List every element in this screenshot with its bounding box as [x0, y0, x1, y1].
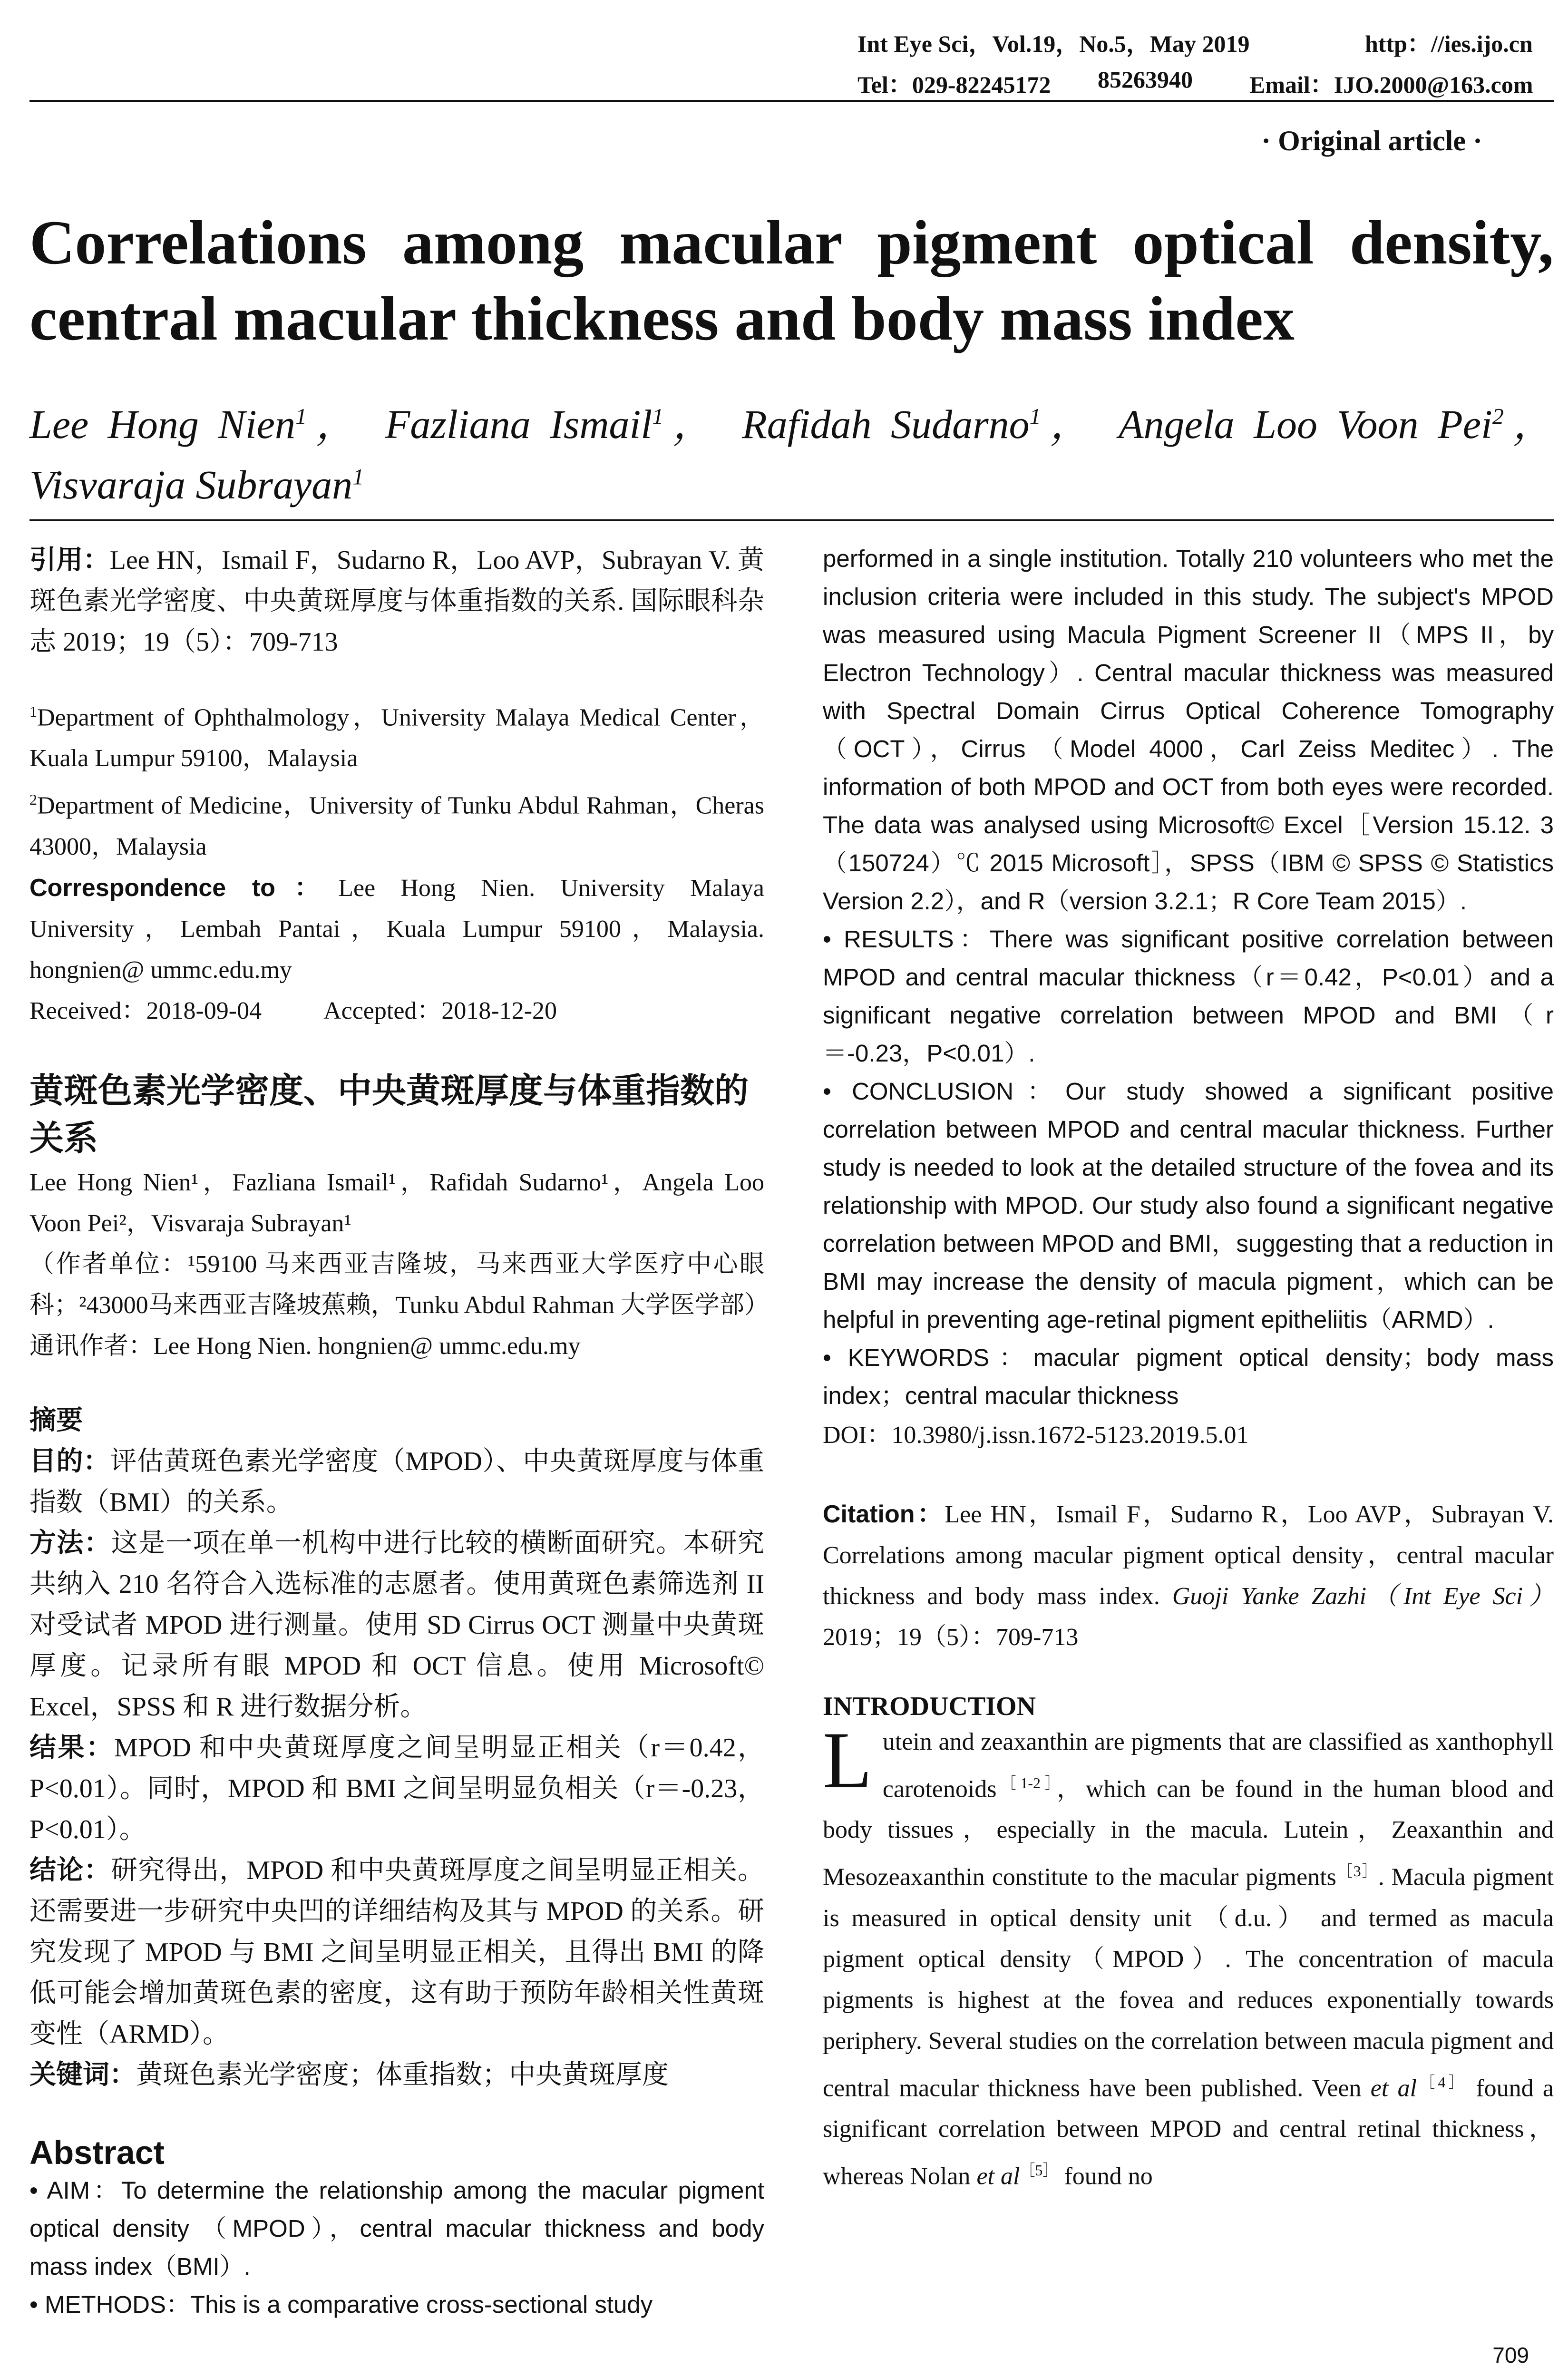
journal-info: Int Eye Sci，Vol.19，No.5，May 2019	[857, 30, 1250, 57]
abstract-heading: Abstract	[29, 2133, 165, 2171]
journal-tel2: 85263940	[1098, 66, 1193, 93]
abstract-results: • RESULTS：There was significant positive correlation between MPOD and central macular thickness（r＝0.42，P<0.01）and a significant negative correlation between MPOD and BMI（r＝-0.23，P<0.01）.	[823, 925, 1554, 1067]
reference[interactable]: ［5］	[1020, 2161, 1058, 2179]
abstract-aim: • AIM：To determine the relationship among the macular pigment optical density （MPOD），central macular thickness and body mass index（BMI）.	[29, 2176, 764, 2280]
drop-cap: L	[823, 1715, 872, 1805]
cn-correspondence: 通讯作者：Lee Hong Nien. hongnien@ ummc.edu.my	[29, 1332, 581, 1360]
author: Angela Loo Voon Pei$^2$，	[1118, 401, 1554, 447]
correspondence: Correspondence to：Lee Hong Nien. University Malaya University，Lembah Pantai，Kuala Lumpur 59100，Malaysia. hongnien@ ummc.edu.my	[29, 874, 764, 984]
cn-aim: 目的：评估黄斑色素光学密度（MPOD）、中央黄斑厚度与体重指数（BMI）的关系。	[29, 1446, 764, 1517]
article-type: · Original article ·	[1261, 125, 1482, 156]
author: Lee Hong Nien$^1$，	[29, 401, 366, 447]
abstract-keywords: • KEYWORDS：macular pigment optical density；body mass index；central macular thickness	[823, 1344, 1554, 1409]
header-rule	[29, 100, 1554, 102]
page-number: 709	[1492, 2343, 1529, 2367]
reference[interactable]: ［3］	[1336, 1862, 1378, 1880]
reference[interactable]: ［1-2］	[996, 1774, 1057, 1792]
cn-methods: 方法：这是一项在单一机构中进行比较的横断面研究。本研究共纳入 210 名符合入选标准的志愿者。使用黄斑色素筛选剂 II 对受试者 MPOD 进行测量。使用 SD Cirrus OCT 测量中央黄斑厚度。记录所有眼 MPOD 和 OCT 信息。使用 Microsoft© Excel，SPSS 和 R 进行数据分析。	[29, 1528, 765, 1722]
journal-tel: Tel：029-82245172	[857, 71, 1051, 98]
dates: Received：2018-09-04 Accepted：2018-12-20	[29, 997, 557, 1024]
cn-conclusion: 结论：研究得出，MPOD 和中央黄斑厚度之间呈明显正相关。还需要进一步研究中央凹的详细结构及其与 MPOD 的关系。研究发现了 MPOD 与 BMI 之间呈明显正相关，且得出 BMI 的降低可能会增加黄斑色素的密度，这有助于预防年龄相关性黄斑变性（ARMD）。	[29, 1855, 765, 2049]
affiliation-2: $^2$Department of Medicine，University of Tunku Abdul Rahman，Cheras 43000，Malaysia	[29, 791, 764, 860]
reference[interactable]: ［4］	[1417, 2073, 1467, 2091]
abstract-conclusion: • CONCLUSION：Our study showed a significant positive correlation between MPOD and central macular thickness. Further study is needed to look at the detailed structure of the fovea and its relationship with MPOD. Our study also found a significant negative correlation between MPOD and BMI，suggesting that a reduction in BMI may increase the density of macula pigment，which can be helpful in preventing age-retinal pigment epitheliitis（ARMD）.	[823, 1078, 1554, 1333]
authors-rule	[29, 519, 1554, 521]
author: Fazliana Ismail$^1$，	[385, 401, 723, 447]
doi[interactable]: DOI：10.3980/j.issn.1672-5123.2019.5.01	[823, 1422, 1249, 1449]
abstract-methods-start: • METHODS：This is a comparative cross-sectional study	[29, 2290, 653, 2318]
author: Visvaraja Subrayan$^1$	[29, 462, 364, 508]
article-title: Correlations among macular pigment optical density, central macular thickness and body mass index	[29, 207, 1554, 353]
author-list	[29, 390, 1554, 511]
abstract-methods-cont: performed in a single institution. Totally 210 volunteers who met the inclusion criteria were included in this study. The subject's MPOD was measured using Macula Pigment Screener II（MPS II，by Electron Technology）. Central macular thickness was measured with Spectral Domain Cirrus Optical Coherence Tomography （OCT），Cirrus （Model 4000，Carl Zeiss Meditec）. The information of both MPOD and OCT from both eyes were recorded. The data was analysed using Microsoft© Excel［Version 15.12. 3（150724）℃ 2015 Microsoft］，SPSS（IBM © SPSS © Statistics Version 2.2），and R（version 3.2.1；R Core Team 2015）.	[823, 545, 1554, 915]
introduction-heading: INTRODUCTION	[823, 1692, 1036, 1721]
cn-title: 黄斑色素光学密度、中央黄斑厚度与体重指数的关系	[29, 1072, 749, 1158]
cn-keywords: 关键词：黄斑色素光学密度；体重指数；中央黄斑厚度	[29, 2060, 669, 2090]
right-column	[823, 540, 1554, 2197]
author: Rafidah Sudarno$^1$，	[742, 401, 1100, 447]
journal-email[interactable]: Email：IJO.2000@163.com	[1249, 71, 1533, 98]
affiliation-1: $^1$Department of Ophthalmology，University Malaya Medical Center，Kuala Lumpur 59100，Malaysia	[29, 703, 764, 772]
left-column	[29, 540, 769, 2324]
cn-authors: Lee Hong Nien¹，Fazliana Ismail¹，Rafidah Sudarno¹，Angela Loo Voon Pei²，Visvaraja Subrayan¹	[29, 1169, 764, 1237]
cn-citation: 引用：Lee HN，Ismail F，Sudarno R，Loo AVP，Subrayan V. 黄斑色素光学密度、中央黄斑厚度与体重指数的关系. 国际眼科杂志 2019；19（5）：709-713	[29, 546, 764, 657]
journal-url[interactable]: http：//ies.ijo.cn	[1365, 30, 1533, 57]
cn-units: （作者单位：¹59100 马来西亚吉隆坡，马来西亚大学医疗中心眼科；²43000马来西亚吉隆坡蕉赖，Tunku Abdul Rahman 大学医学部）	[29, 1250, 769, 1319]
citation: Citation：Lee HN，Ismail F，Sudarno R，Loo AVP，Subrayan V. Correlations among macular pigment optical density，central macular thickness and body mass index. Guoji Yanke Zazhi（Int Eye Sci） 2019；19（5）：709-713	[823, 1500, 1554, 1651]
introduction-paragraph: Lutein and zeaxanthin are pigments that are classified as xanthophyll carotenoids$^{[1-2]}$，which can be found in the human blood and body tissues，especially in the macula. Lutein，Zeaxanthin and Mesozeaxanthin constitute to the macular pigments$^{[3]}$. Macula pigment is measured in optical density unit （d.u.） and termed as macula pigment optical density（MPOD）. The concentration of macula pigments is highest at the fovea and reduces exponentially towards periphery. Several studies on the correlation between macula pigment and central macular thickness have been published. Veen et $al^{[4]}$ found a significant correlation between MPOD and central retinal thickness，whereas Nolan et $al^{[5]}$ found no	[823, 1715, 1554, 2190]
cn-abstract-heading: 摘要	[29, 1405, 83, 1435]
cn-results: 结果：MPOD 和中央黄斑厚度之间呈明显正相关（r＝0.42，P<0.01）。同时，MPOD 和 BMI 之间呈明显负相关（r＝-0.23，P<0.01）。	[29, 1733, 765, 1844]
